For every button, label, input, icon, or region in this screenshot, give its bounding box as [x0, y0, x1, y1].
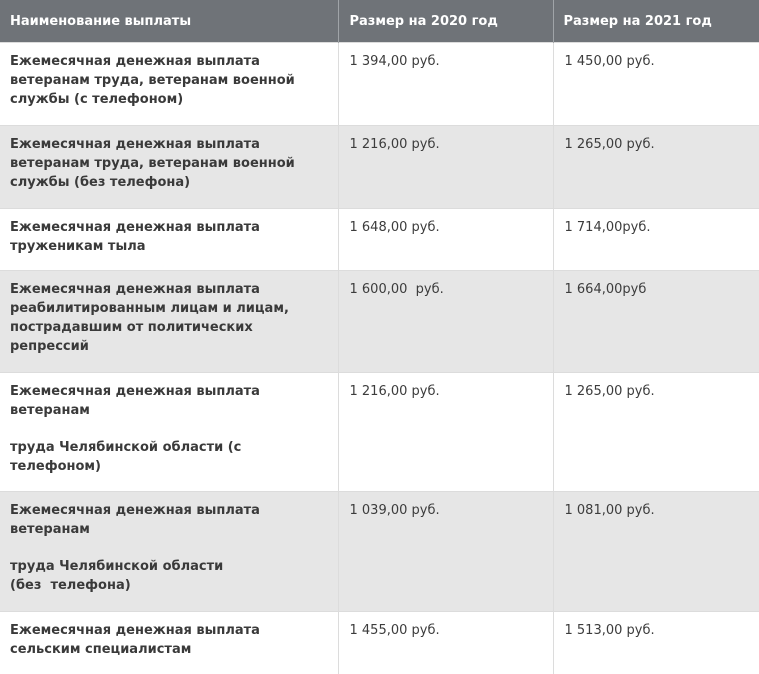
table-row — [0, 373, 759, 492]
payment-name-line: сельским специалистам — [10, 642, 192, 657]
header-amount-2020: Размер на 2020 год — [338, 0, 553, 43]
amount-2020-value: 1 039,00 руб. — [349, 503, 440, 518]
payment-name-line: труженикам тыла — [10, 239, 146, 254]
amount-2021-value: 1 664,00руб — [564, 282, 647, 297]
table-row — [0, 612, 759, 674]
amount-2021-cell — [553, 373, 759, 492]
payment-name-cell — [0, 126, 338, 209]
amount-2021-cell — [553, 209, 759, 271]
table-row — [0, 43, 759, 126]
payment-name-line: (без телефона) — [10, 578, 131, 593]
header-payment-name: Наименование выплаты — [0, 0, 338, 43]
payment-name-line: Ежемесячная денежная выплата — [10, 220, 260, 235]
amount-2020-cell — [338, 373, 553, 492]
table-row — [0, 492, 759, 612]
amount-2021-value: 1 081,00 руб. — [564, 503, 655, 518]
amount-2021-value: 1 265,00 руб. — [564, 384, 655, 399]
amount-2020-value: 1 216,00 руб. — [349, 384, 440, 399]
line-gap — [10, 420, 328, 438]
amount-2021-cell — [553, 43, 759, 126]
amount-2020-value: 1 394,00 руб. — [349, 54, 440, 69]
amount-2020-cell — [338, 492, 553, 612]
amount-2020-cell — [338, 43, 553, 126]
payment-name-line: Ежемесячная денежная выплата — [10, 384, 260, 399]
payment-name-cell — [0, 612, 338, 674]
payment-name-line: Ежемесячная денежная выплата — [10, 623, 260, 638]
amount-2020-value: 1 600,00 руб. — [349, 282, 444, 297]
amount-2020-value: 1 216,00 руб. — [349, 137, 440, 152]
payment-name-line: службы (без телефона) — [10, 175, 191, 190]
payment-name-cell — [0, 43, 338, 126]
payment-name-line: Ежемесячная денежная выплата — [10, 54, 260, 69]
table-row — [0, 209, 759, 271]
payment-name-line: телефоном) — [10, 459, 101, 474]
header-amount-2021: Размер на 2021 год — [553, 0, 759, 43]
amount-2020-cell — [338, 209, 553, 271]
payment-name-line: репрессий — [10, 339, 89, 354]
payment-name-line: Ежемесячная денежная выплата — [10, 137, 260, 152]
payment-name-cell — [0, 209, 338, 271]
payment-name-line: ветеранам — [10, 403, 90, 418]
amount-2020-cell — [338, 612, 553, 674]
table-header-row — [0, 0, 759, 43]
payment-name-line: службы (с телефоном) — [10, 92, 184, 107]
amount-2021-value: 1 265,00 руб. — [564, 137, 655, 152]
amount-2021-value: 1 513,00 руб. — [564, 623, 655, 638]
amount-2021-cell — [553, 612, 759, 674]
payment-name-cell — [0, 373, 338, 492]
amount-2021-cell — [553, 126, 759, 209]
table-row — [0, 126, 759, 209]
payment-name-line: труда Челябинской области (с — [10, 440, 242, 455]
amount-2021-value: 1 714,00руб. — [564, 220, 651, 235]
payment-name-line: ветеранам труда, ветеранам военной — [10, 156, 295, 171]
amount-2021-cell — [553, 492, 759, 612]
amount-2020-value: 1 455,00 руб. — [349, 623, 440, 638]
payment-name-line: труда Челябинской области — [10, 559, 224, 574]
payment-name-line: пострадавшим от политических — [10, 320, 253, 335]
payment-name-line: Ежемесячная денежная выплата — [10, 282, 260, 297]
amount-2020-value: 1 648,00 руб. — [349, 220, 440, 235]
table-row — [0, 271, 759, 373]
payment-name-line: Ежемесячная денежная выплата — [10, 503, 260, 518]
amount-2020-cell — [338, 271, 553, 373]
payment-name-line: реабилитированным лицам и лицам, — [10, 301, 289, 316]
payment-name-cell — [0, 271, 338, 373]
amount-2021-value: 1 450,00 руб. — [564, 54, 655, 69]
payment-name-line: ветеранам — [10, 522, 90, 537]
amount-2020-cell — [338, 126, 553, 209]
line-gap — [10, 539, 328, 557]
payment-name-cell — [0, 492, 338, 612]
amount-2021-cell — [553, 271, 759, 373]
payment-name-line: ветеранам труда, ветеранам военной — [10, 73, 295, 88]
